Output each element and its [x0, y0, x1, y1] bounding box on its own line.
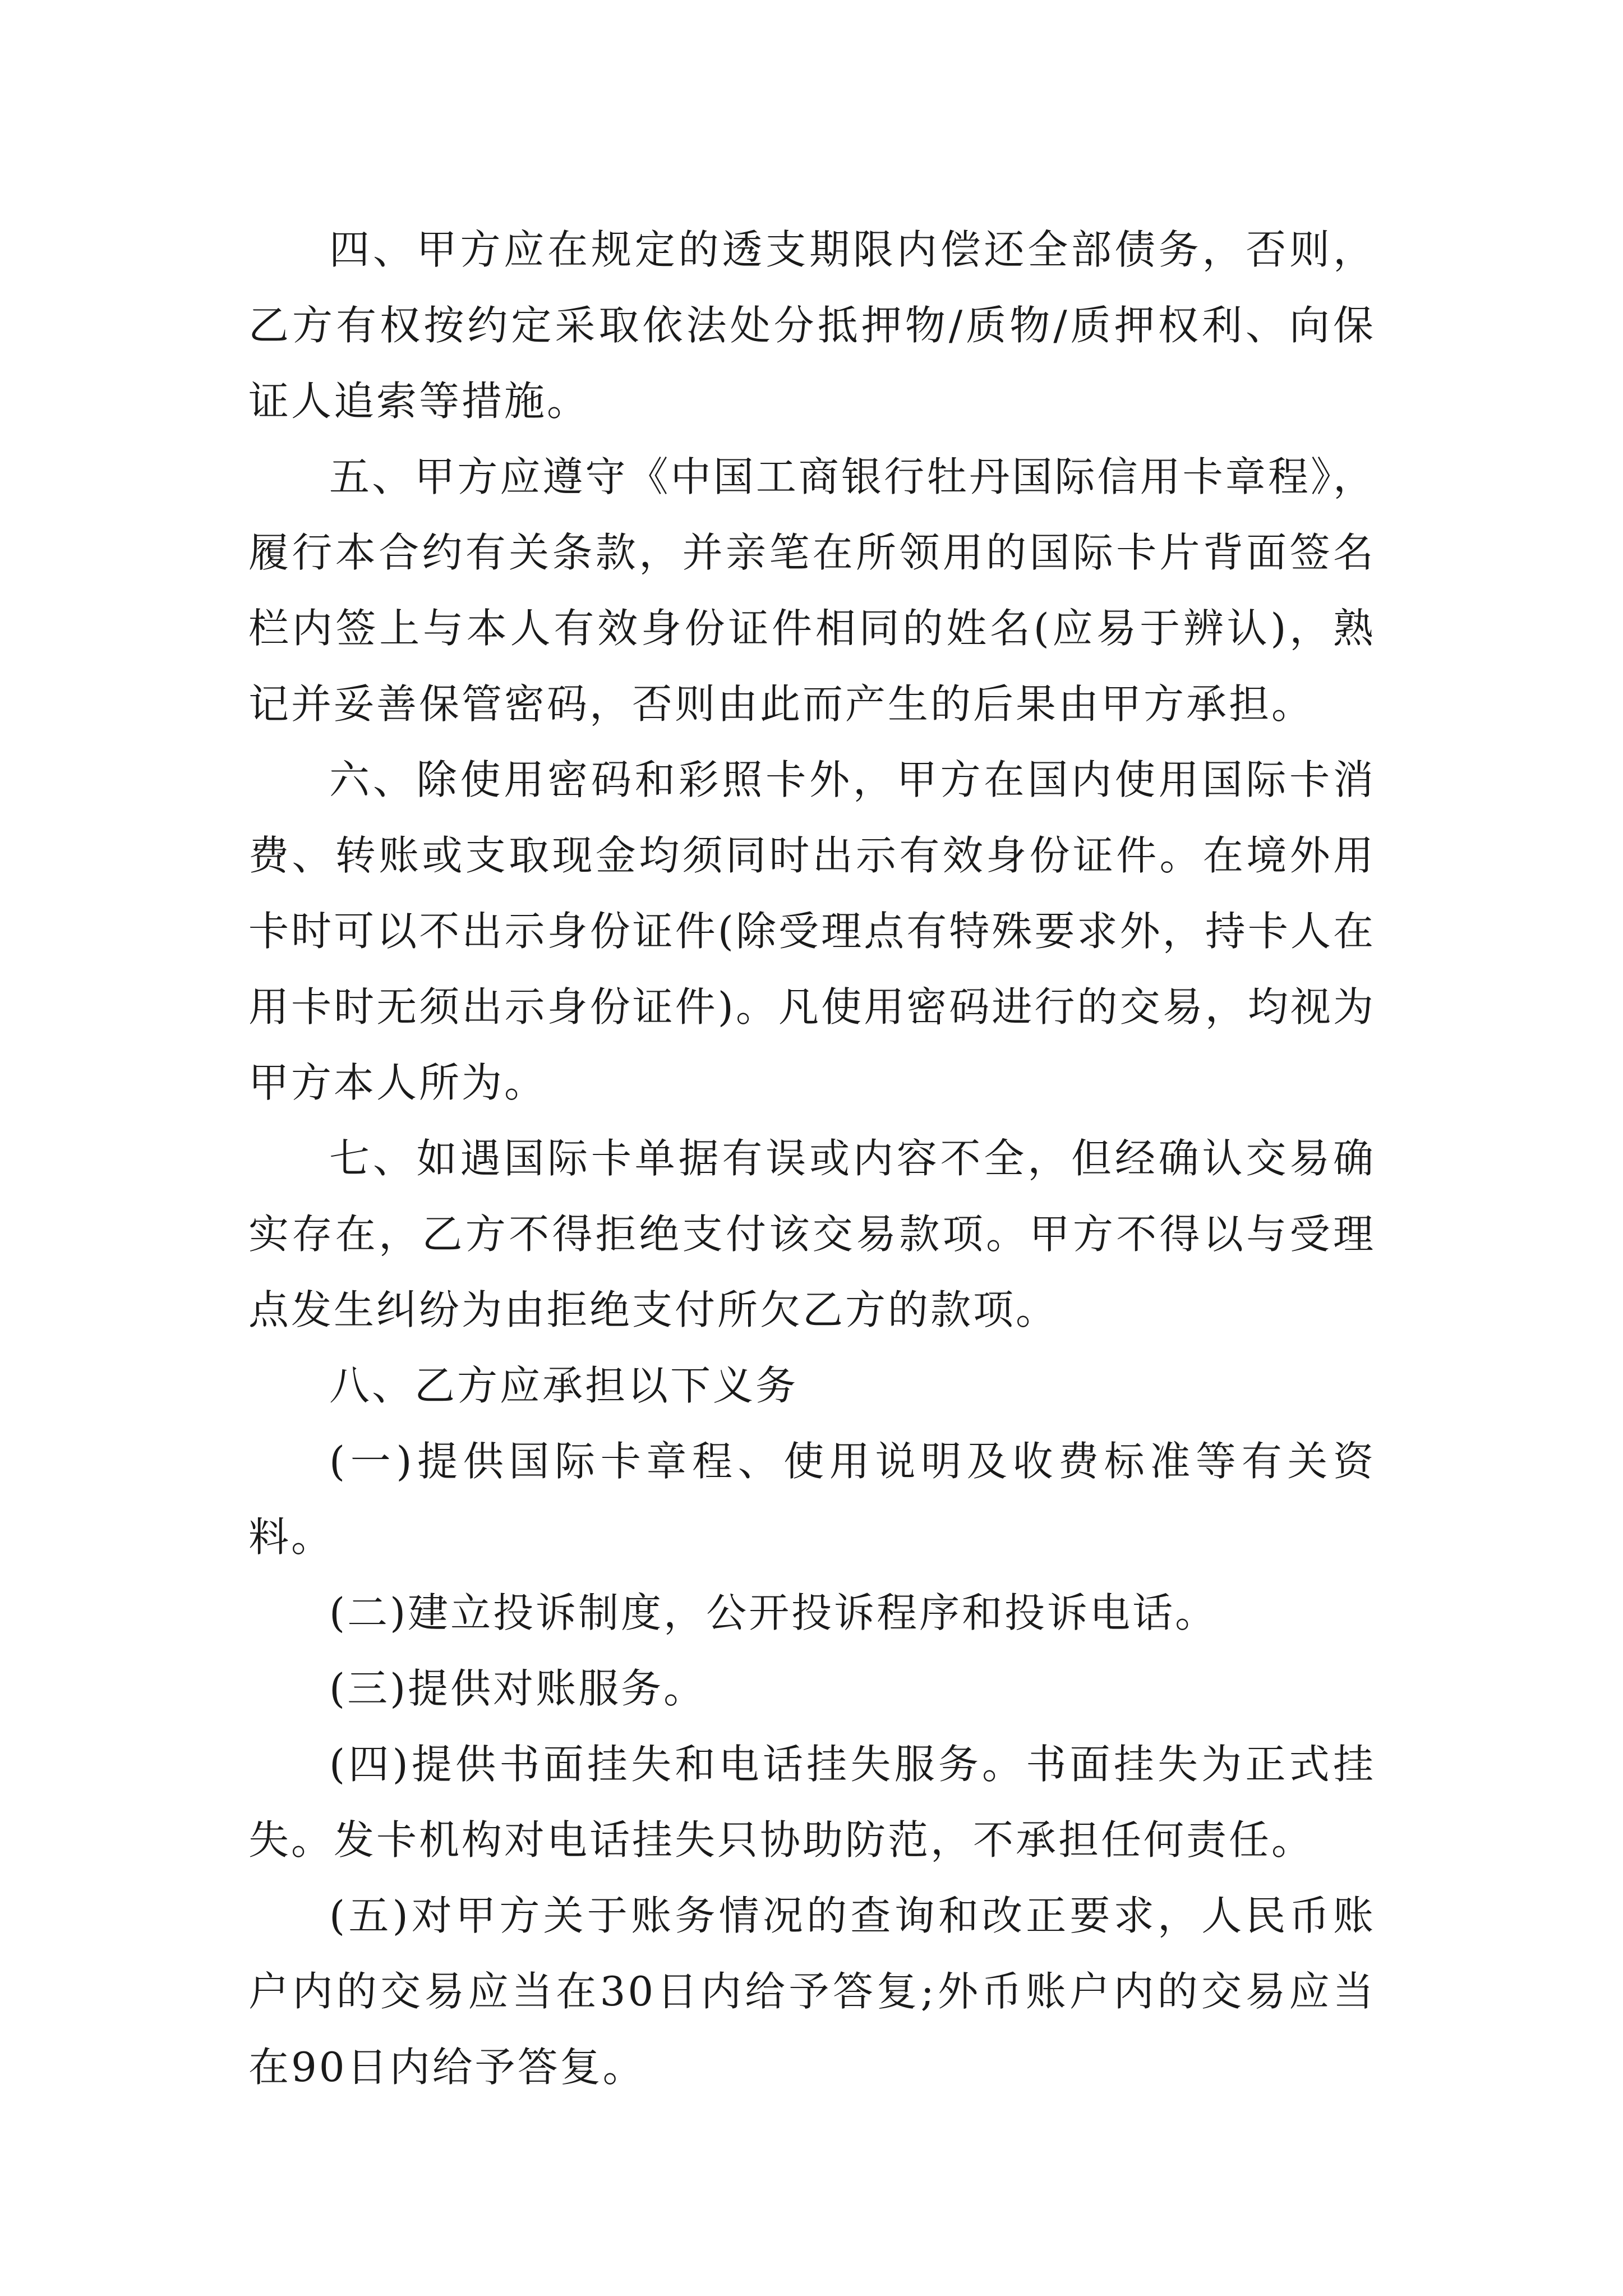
obligation-5-paragraph: (五)对甲方关于账务情况的查询和改正要求，人民币账户内的交易应当在30日内给予答复;外币账户内的交易应当在90日内给予答复。 — [248, 1892, 1376, 2091]
clause-4-paragraph: 四、甲方应在规定的透支期限内偿还全部债务，否则，乙方有权按约定采取依法处分抵押物/质物/质押权利、向保证人追索等措施。 — [248, 226, 1376, 425]
obligation-1-paragraph: (一)提供国际卡章程、使用说明及收费标准等有关资料。 — [248, 1438, 1376, 1561]
clause-5-paragraph: 五、甲方应遵守《中国工商银行牡丹国际信用卡章程》，履行本合约有关条款，并亲笔在所领用的国际卡片背面签名栏内签上与本人有效身份证件相同的姓名(应易于辨认)，熟记并妥善保管密码，否则由此而产生的后果由甲方承担。 — [248, 453, 1376, 728]
obligation-4-paragraph: (四)提供书面挂失和电话挂失服务。书面挂失为正式挂失。发卡机构对电话挂失只协助防范，不承担任何责任。 — [248, 1741, 1376, 1864]
clause-7-paragraph: 七、如遇国际卡单据有误或内容不全，但经确认交易确实存在，乙方不得拒绝支付该交易款项。甲方不得以与受理点发生纠纷为由拒绝支付所欠乙方的款项。 — [248, 1135, 1376, 1333]
document-body — [248, 212, 1376, 2105]
clause-8-heading: 八、乙方应承担以下义务 — [329, 1362, 799, 1409]
obligation-2-paragraph: (二)建立投诉制度，公开投诉程序和投诉电话。 — [329, 1589, 1218, 1636]
clause-6-paragraph: 六、除使用密码和彩照卡外，甲方在国内使用国际卡消费、转账或支取现金均须同时出示有效身份证件。在境外用卡时可以不出示身份证件(除受理点有特殊要求外，持卡人在用卡时无须出示身份证件)。凡使用密码进行的交易，均视为甲方本人所为。 — [248, 756, 1376, 1106]
obligation-3-paragraph: (三)提供对账服务。 — [329, 1665, 707, 1712]
